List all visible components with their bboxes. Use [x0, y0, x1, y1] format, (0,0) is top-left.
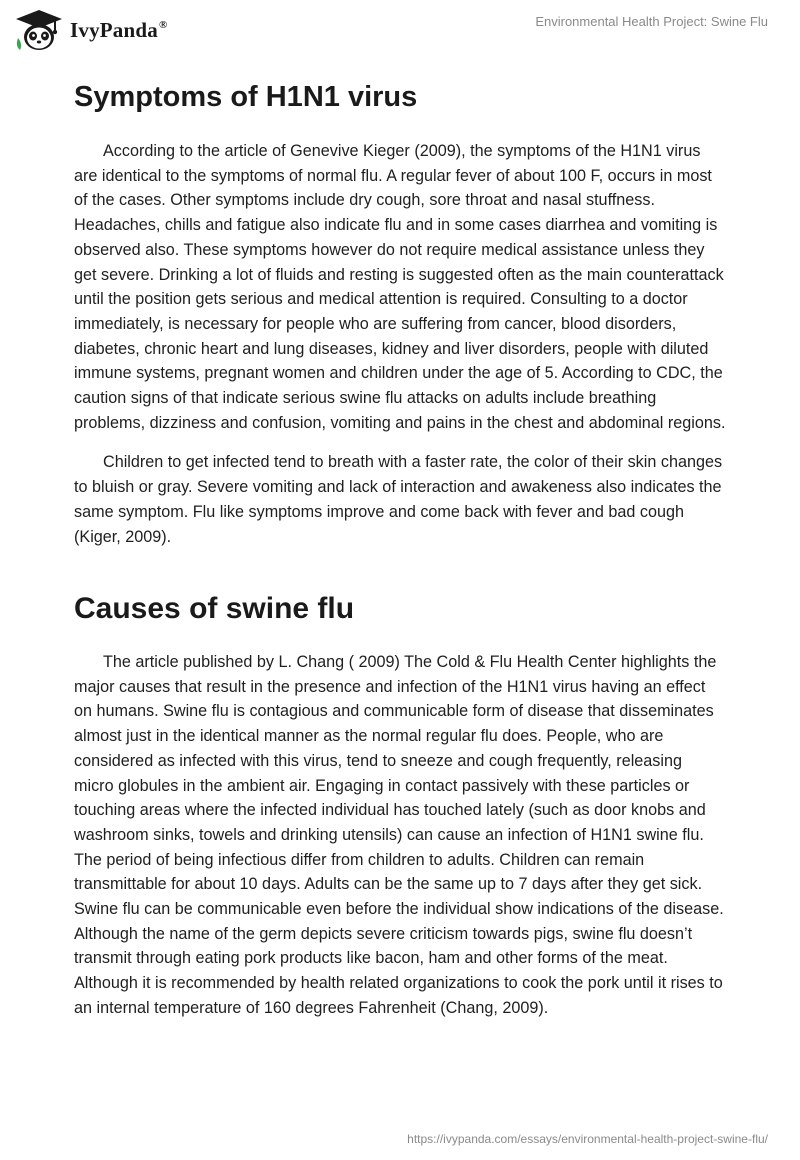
page-header [0, 0, 800, 60]
paragraph: The article published by L. Chang ( 2009) The Cold & Flu Health Center highlights the major causes that result in the presence and infection of the H1N1 virus having an effect on humans. Swine flu is contagious and communicable form of disease that disseminates almost just in the identical manner as the normal regular flu does. People, who are considered as infected with this virus, tend to sneeze and cough frequently, releasing micro globules in the ambient air. Engaging in contact passively with these particles or touching areas where the infected individual has touched lately (such as door knobs and washroom sinks, towels and drinking utensils) can cause an infection of H1N1 swine flu. The period of being infectious differ from children to adults. Children can remain transmittable for about 10 days. Adults can be the same up to 7 days after they get sick. Swine flu can be communicable even before the individual show indications of the disease. Although the name of the germ depicts severe criticism towards pigs, swine flu doesn’t transmit through eating pork products like bacon, ham and other forms of the meat. Although it is recommended by health related organizations to cook the pork until it rises to an internal temperature of 160 degrees Fahrenheit (Chang, 2009). [74, 653, 724, 1017]
brand-text: IvyPanda [70, 17, 158, 42]
essay-body [74, 70, 726, 1017]
paragraph: According to the article of Genevive Kieger (2009), the symptoms of the H1N1 virus are identical to the symptoms of normal flu. A regular fever of about 100 F, occurs in most of the cases. Other symptoms include dry cough, sore throat and nasal stuffness. Headaches, chills and fatigue also indicate flu and in some cases diarrhea and vomiting is observed also. These symptoms however do not require medical assistance unless they get severe. Drinking a lot of fluids and resting is suggested often as the main counterattack until the position gets serious and medical attention is required. Consulting to a doctor immediately, is necessary for people who are suffering from cancer, blood disorders, diabetes, chronic heart and lung diseases, kidney and liver disorders, people with diluted immune systems, pregnant women and children under the age of 5. According to CDC, the caution signs of that indicate serious swine flu attacks on adults include breathing problems, dizziness and confusion, vomiting and pains in the chest and abdominal regions. [74, 142, 726, 432]
ivypanda-logo[interactable] [14, 8, 167, 52]
registered-mark: ® [158, 18, 168, 31]
section-heading-symptoms: Symptoms of H1N1 virus [74, 81, 418, 113]
source-url[interactable]: https://ivypanda.com/essays/environmental-health-project-swine-flu/ [407, 1132, 768, 1146]
brand-name [70, 18, 167, 43]
section-heading-causes: Causes of swine flu [74, 592, 355, 625]
panda-graduate-icon [14, 8, 64, 52]
paragraph: Children to get infected tend to breath with a faster rate, the color of their skin changes to bluish or gray. Severe vomiting and lack of interaction and awakeness also indicates the same symptom. Flu like symptoms improve and come back with fever and bad cough (Kiger, 2009). [74, 453, 723, 546]
document-title: Environmental Health Project: Swine Flu [535, 14, 768, 29]
